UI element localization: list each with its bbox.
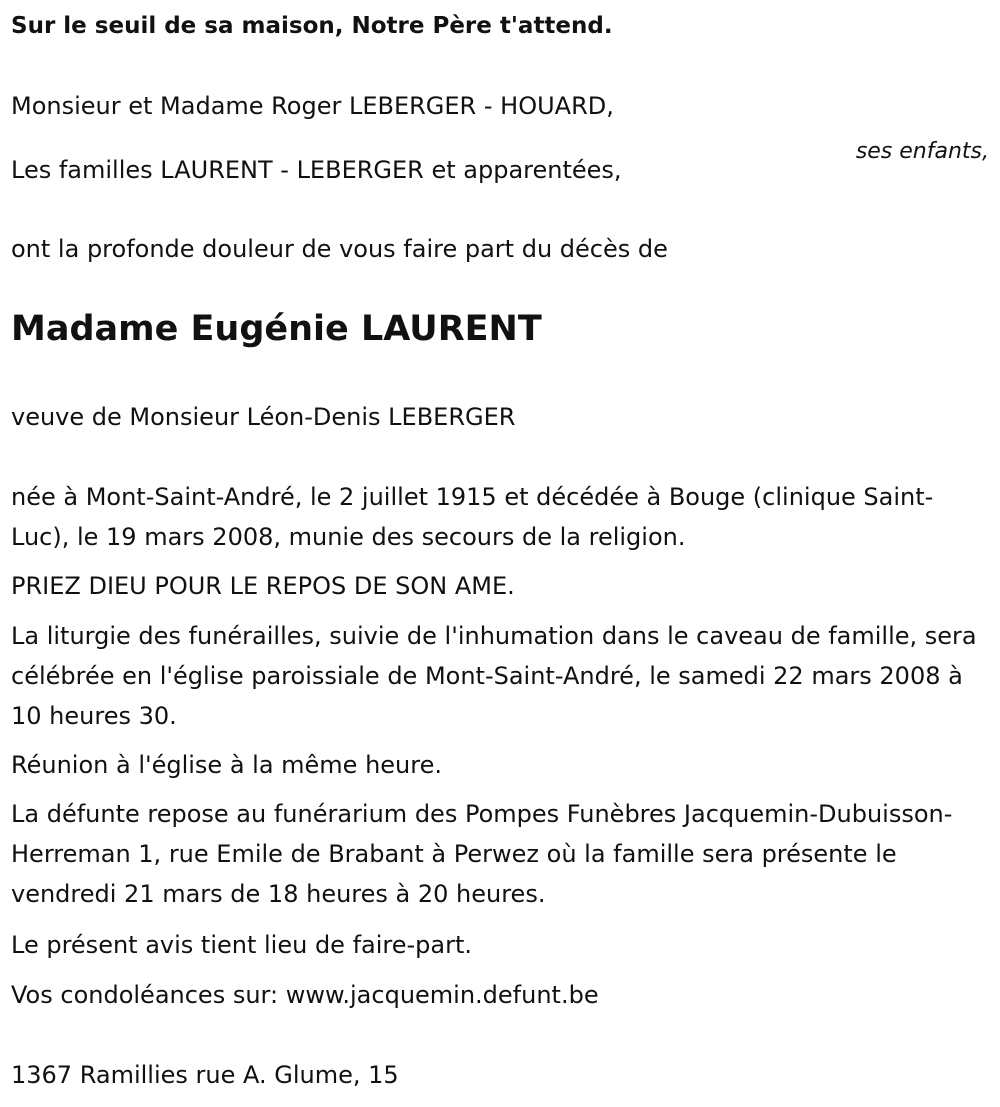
epigraph: Sur le seuil de sa maison, Notre Père t'attend. <box>11 13 613 39</box>
deceased-name: Madame Eugénie LAURENT <box>11 309 542 349</box>
funeral-home-paragraph: La défunte repose au funérarium des Pompes Funèbres Jacquemin-Dubuisson-Herreman 1, rue Emile de Brabant à Perwez où la famille sera présente le vendredi 21 mars de 18 heures à 20 heures. <box>11 800 953 908</box>
condolences-line: Vos condoléances sur: www.jacquemin.defunt.be <box>11 981 599 1009</box>
address-line: 1367 Ramillies rue A. Glume, 15 <box>11 1061 399 1089</box>
widow-of-text: veuve de Monsieur Léon-Denis LEBERGER <box>11 403 516 431</box>
family-line-relatives: Les familles LAURENT - LEBERGER et apparentées, <box>11 156 622 184</box>
liturgy-paragraph: La liturgie des funérailles, suivie de l'inhumation dans le caveau de famille, sera célébrée en l'église paroissiale de Mont-Saint-André, le samedi 22 mars 2008 à 10 heures 30. <box>11 622 977 730</box>
announcement-text: ont la profonde douleur de vous faire part du décès de <box>11 235 668 263</box>
prayer-line: PRIEZ DIEU POUR LE REPOS DE SON AME. <box>11 572 515 600</box>
family-role-note: ses enfants, <box>855 139 989 164</box>
family-line-children: Monsieur et Madame Roger LEBERGER - HOUARD, <box>11 92 614 120</box>
reunion-line: Réunion à l'église à la même heure. <box>11 751 442 779</box>
birth-death-paragraph: née à Mont-Saint-André, le 2 juillet 1915 et décédée à Bouge (clinique Saint-Luc), le 19 mars 2008, munie des secours de la religion. <box>11 483 934 551</box>
notice-line: Le présent avis tient lieu de faire-part. <box>11 931 473 959</box>
